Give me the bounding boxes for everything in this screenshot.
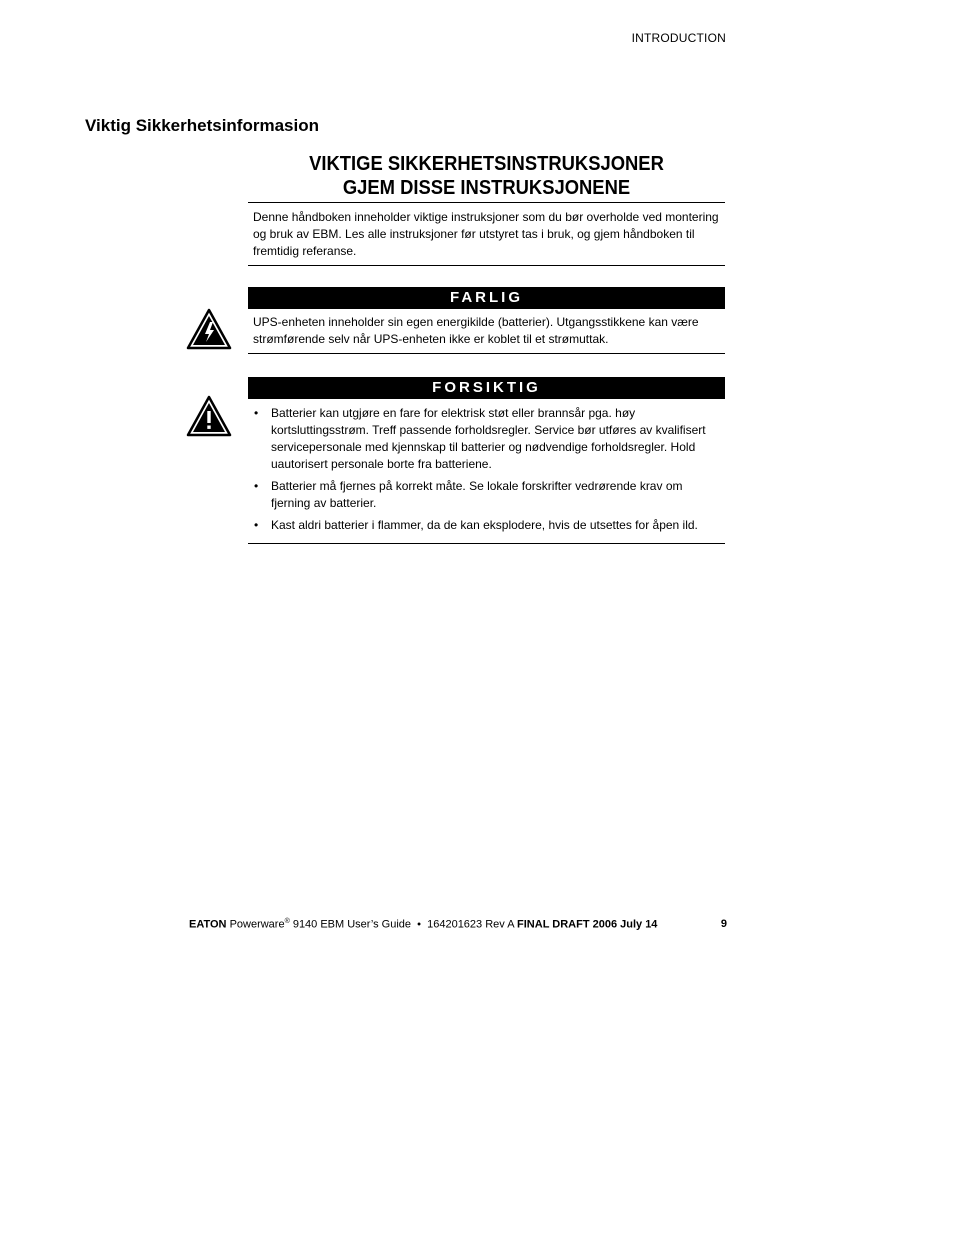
caution-item-3: • Kast aldri batterier i flammer, da de kan eksplodere, hvis de utsettes for åpen ild. <box>248 517 725 534</box>
caution-item-1: • Batterier kan utgjøre en fare for elektrisk støt eller brannsår pga. høy kortsluttingsstrøm. Treff passende forholdsregler. Service bør utføres av kvalifisert servicepersonale med kjennskap til batterier og nødvendige forholdsregler. Hold uautorisert personale borte fra batteriene. <box>248 405 725 473</box>
danger-text: UPS-enheten inneholder sin egen energikilde (batterier). Utgangsstikkene kan være strømførende selv når UPS-enheten ikke er koblet til et strømuttak. <box>248 309 725 354</box>
intro-paragraph: Denne håndboken inneholder viktige instruksjoner som du bør overholde ved montering og bruk av EBM. Les alle instruksjoner før utstyret tas i bruk, og gjem håndboken til fremtidig referanse. <box>248 202 725 266</box>
caution-body <box>248 399 725 544</box>
footer-guide: 9140 EBM User’s Guide • 164201623 Rev A <box>289 918 518 931</box>
caution-exclamation-icon <box>186 395 232 437</box>
caution-notice <box>248 377 725 544</box>
footer-draft: FINAL DRAFT 2006 July 14 <box>517 918 658 931</box>
footer-doc-info <box>189 918 657 931</box>
caution-label: FORSIKTIG <box>248 377 725 399</box>
running-header: INTRODUCTION <box>631 31 726 45</box>
safety-instructions-title <box>267 152 706 200</box>
section-title: Viktig Sikkerhetsinformasion <box>85 116 319 135</box>
page-number: 9 <box>720 918 727 930</box>
title-line-1: VIKTIGE SIKKERHETSINSTRUKSJONER <box>309 153 664 175</box>
footer-product: Powerware <box>229 918 285 931</box>
title-line-2: GJEM DISSE INSTRUKSJONENE <box>342 177 631 199</box>
page-footer <box>189 918 727 931</box>
caution-list <box>248 405 725 534</box>
footer-registered-mark: ® <box>284 918 290 925</box>
danger-notice <box>248 287 725 354</box>
electric-shock-warning-icon <box>186 308 232 350</box>
danger-label: FARLIG <box>248 287 725 309</box>
footer-brand: EATON <box>189 918 227 931</box>
caution-item-2: • Batterier må fjernes på korrekt måte. Se lokale forskrifter vedrørende krav om fjerning av batterier. <box>248 478 725 512</box>
